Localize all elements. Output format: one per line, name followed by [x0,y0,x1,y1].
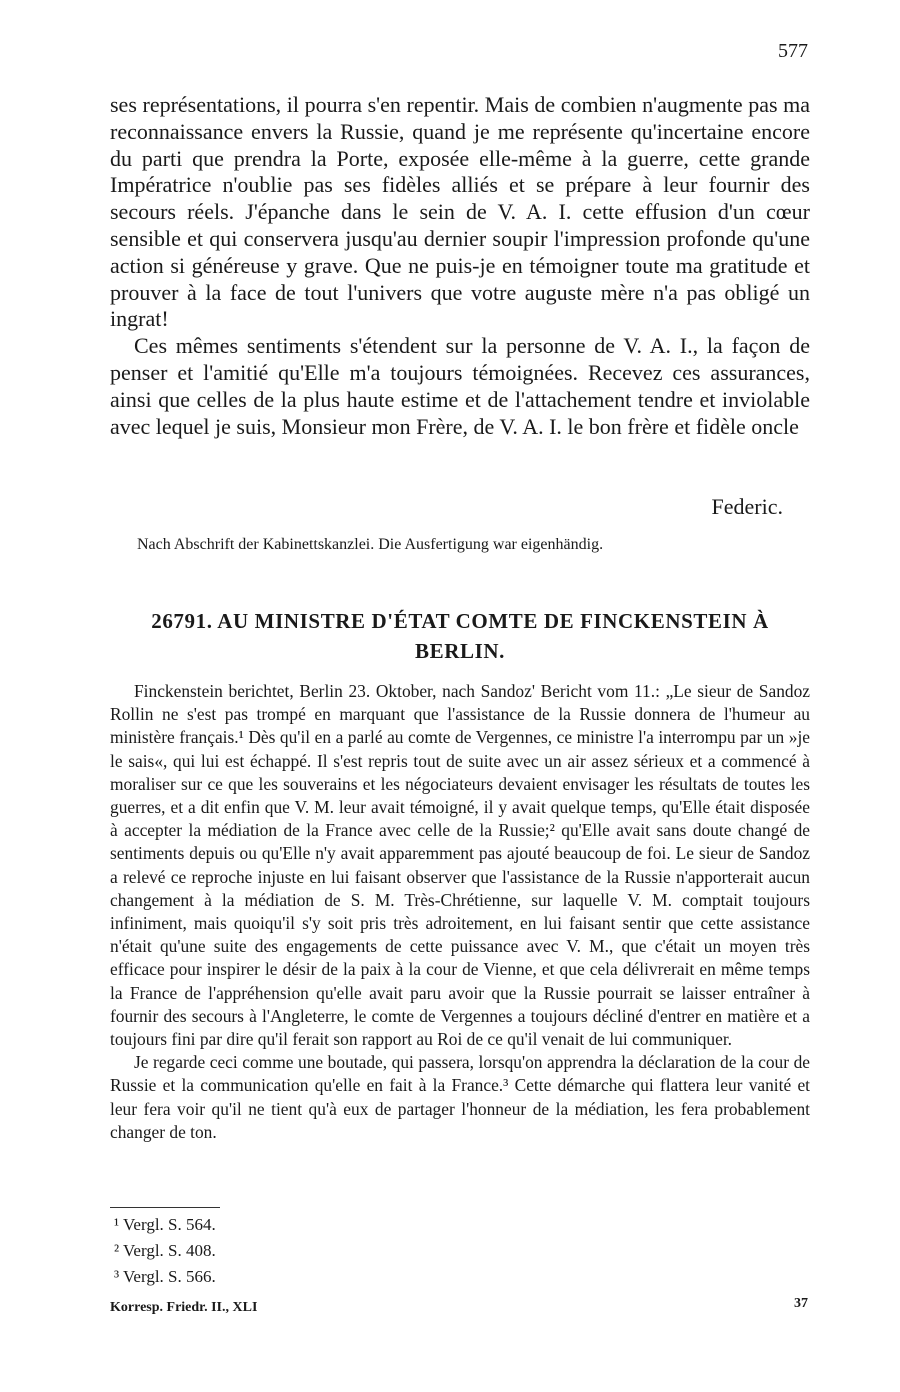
section-number: 26791. [151,609,213,633]
footnote: ³ Vergl. S. 566. [114,1267,216,1286]
footnote: ² Vergl. S. 408. [114,1241,216,1260]
footer-source: Korresp. Friedr. II., XLI [110,1300,258,1315]
commentary-paragraph: Je regarde ceci comme une boutade, qui passera, lorsqu'on apprendra la déclaration de la cour de Russie et la communication qu'elle en fait à la France.³ Cette démarche qui flattera leur vanité et leur fera voir qu'il ne tient qu'à eux de partager l'honneur de la médiation, les fera probablement changer de ton. [110,1052,810,1142]
section-heading [110,606,810,666]
section-body [110,680,810,1144]
letter-paragraph: ses représentations, il pourra s'en repentir. Mais de combien n'augmente pas ma reconnaissance envers la Russie, quand je me représente qu'incertaine encore du parti que prendra la Porte, exposée elle-même à la guerre, cette grande Impératrice n'oublie pas ses fidèles alliés et se prépare à leur fournir des secours réels. J'épanche dans le sein de V. A. I. cette effusion d'un cœur sensible et qui conservera jusqu'au dernier soupir l'impression profonde qu'une action si généreuse y grave. Que ne puis-je en témoigner toute ma gratitude et prouver à la face de tout l'univers que votre auguste mère n'a pas obligé un ingrat! [110,92,810,332]
page-number: 577 [778,40,808,62]
source-note: Nach Abschrift der Kabinettskanzlei. Die Ausfertigung war eigenhändig. [137,536,604,553]
section-title: AU MINISTRE D'ÉTAT COMTE DE FINCKENSTEIN À BERLIN. [217,609,769,663]
footnote-divider [110,1207,220,1208]
letter-body [110,92,810,440]
report-paragraph: Finckenstein berichtet, Berlin 23. Oktober, nach Sandoz' Bericht vom 11.: „Le sieur de Sandoz Rollin ne s'est pas trompé en marquant que l'assistance de la Russie donnera de l'humeur au ministère français.¹ Dès qu'il en a parlé au comte de Vergennes, ce ministre l'a interrompu par un »je le sais«, qui lui est échappé. Il s'est repris tout de suite avec un air assez sérieux et a commencé à moraliser sur ce que les souverains et les négociateurs devaient envisager les résultats de toutes les guerres, et a dit enfin que V. M. leur avait témoigné, il y avait quelque temps, qu'Elle était disposée à accepter la médiation de la France avec celle de la Russie;² qu'Elle avait sans doute changé de sentiments depuis ou qu'Elle n'y avait apparemment pas ajouté beaucoup de foi. Le sieur de Sandoz a relevé ce reproche injuste en lui faisant observer que l'assistance de la Russie n'apporterait aucun changement à la médiation de S. M. Très-Chrétienne, sur laquelle V. M. comptait toujours infiniment, mais quoiqu'il s'y soit pris très adroitement, en lui faisant sentir que cette assistance n'était qu'une suite des engagements de cette puissance avec V. M., que c'était un moyen très efficace pour inspirer le désir de la paix à la cour de Vienne, et que cela délivrerait en même temps la France de l'appréhension qu'elle avait paru avoir que la Russie pourrait se laisser entraîner à fournir des secours à l'Angleterre, le comte de Vergennes a toujours décliné d'entrer en matière et a toujours fini par dire qu'il ferait son rapport au Roi de ce qu'il venait de lui communiquer. [110,681,810,1050]
footnote: ¹ Vergl. S. 564. [114,1215,216,1234]
signature: Federic. [711,494,783,519]
signature-mark: 37 [794,1296,808,1311]
letter-paragraph: Ces mêmes sentiments s'étendent sur la personne de V. A. I., la façon de penser et l'amitié qu'Elle m'a toujours témoignées. Recevez ces assurances, ainsi que celles de la plus haute estime et de l'attachement tendre et inviolable avec lequel je suis, Monsieur mon Frère, de V. A. I. le bon frère et fidèle oncle [110,333,810,439]
